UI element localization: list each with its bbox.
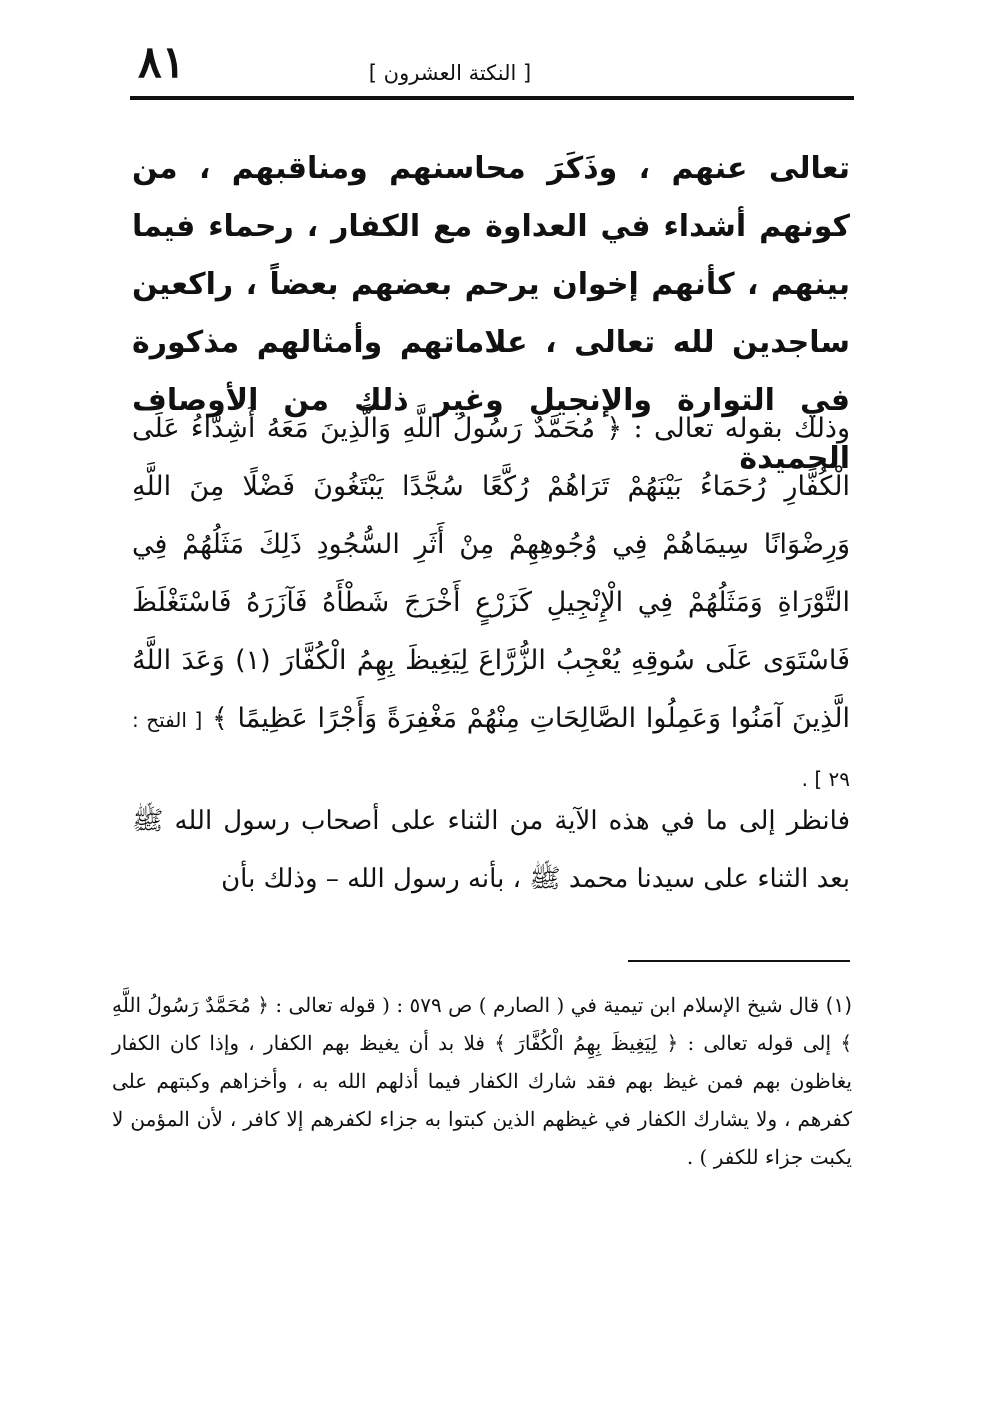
quran-lead-text: وذلك بقوله تعالى : [633,413,850,444]
bold-paragraph-text: تعالى عنهم ، وذَكَرَ محاسنهم ومناقبهم ، من كونهم أشداء في العداوة مع الكفار ، رحماء فيما بينهم ، كأنهم إخوان يرحم بعضهم بعضاً ، راكعين ساجدين لله تعالى ، علاماتهم وأمثالهم مذكورة في التوارة والإنجيل وغير ذلك من الأوصاف الحميدة [132,151,850,476]
quran-paragraph [132,400,850,808]
footnote-quote1: ﴿ مُحَمَّدٌ رَسُولُ اللَّهِ ﴾ [112,993,853,1055]
footnote [112,986,852,1176]
body-paragraph [132,792,850,908]
quran-verse-part1: مُحَمَّدٌ رَسُولُ اللَّهِ وَالَّذِينَ مَعَهُ أَشِدَّاءُ عَلَى الْكُفَّارِ رُحَمَاءُ بَيْنَهُمْ تَرَاهُمْ رُكَّعًا سُجَّدًا يَبْتَغُونَ فَضْلًا مِنَ اللَّهِ وَرِضْوَانًا سِيمَاهُمْ فِي وُجُوهِهِمْ مِنْ أَثَرِ السُّجُودِ ذَلِكَ مَثَلُهُمْ فِي التَّوْرَاةِ وَمَثَلُهُمْ فِي الْإِنْجِيلِ كَزَرْعٍ أَخْرَجَ شَطْأَهُ فَآزَرَهُ فَاسْتَغْلَظَ فَاسْتَوَى عَلَى سُوقِهِ يُعْجِبُ الزُّرَّاعَ لِيَغِيظَ بِهِمُ الْكُفَّارَ [132,413,851,676]
footnote-text-part1: قال شيخ الإسلام ابن تيمية في ( الصارم ) ص ٥٧٩ : ( قوله تعالى : [275,993,820,1017]
footnote-text-part3: فلا بد أن يغيظ بهم الكفار ، وإذا كان الكفار يغاظون بهم فمن غيظ بهم فقد شارك الكفار فيما أذلهم الله به ، وأخزاهم وكبتهم على كفرهم ، ولا يشارك الكفار في غيظهم الذين كبتوا به جزاء لكفرهم إلا كافر ، لأن المؤمن لا يكبت جزاء للكفر ) . [112,1031,852,1169]
page-number: ٨١ [138,37,186,88]
running-title: [ النكتة العشرون ] [368,61,532,85]
footnote-reference[interactable]: (١) [235,645,271,676]
footnote-rule [628,960,850,962]
footnote-text-part2: إلى قوله تعالى : [687,1031,832,1055]
footnote-quote2: ﴿ لِيَغِيظَ بِهِمُ الْكُفَّارَ ﴾ [494,1031,679,1055]
ornate-bracket-close: ﴾ [211,703,228,734]
header-rule [130,96,854,100]
quran-verse-part2: وَعَدَ اللَّهُ الَّذِينَ آمَنُوا وَعَمِلُوا الصَّالِحَاتِ مِنْهُمْ مَغْفِرَةً وَأَجْرًا عَظِيمًا [132,645,851,734]
sura-reference: [ الفتح : ٢٩ ] . [132,708,850,791]
footnote-marker: (١) [825,993,852,1017]
ornate-bracket-open: ﴿ [606,413,623,444]
body-paragraph-text: فانظر إلى ما في هذه الآية من الثناء على أصحاب رسول الله ﷺ بعد الثناء على سيدنا محمد ﷺ ، بأنه رسول الله – وذلك بأن [132,806,850,894]
